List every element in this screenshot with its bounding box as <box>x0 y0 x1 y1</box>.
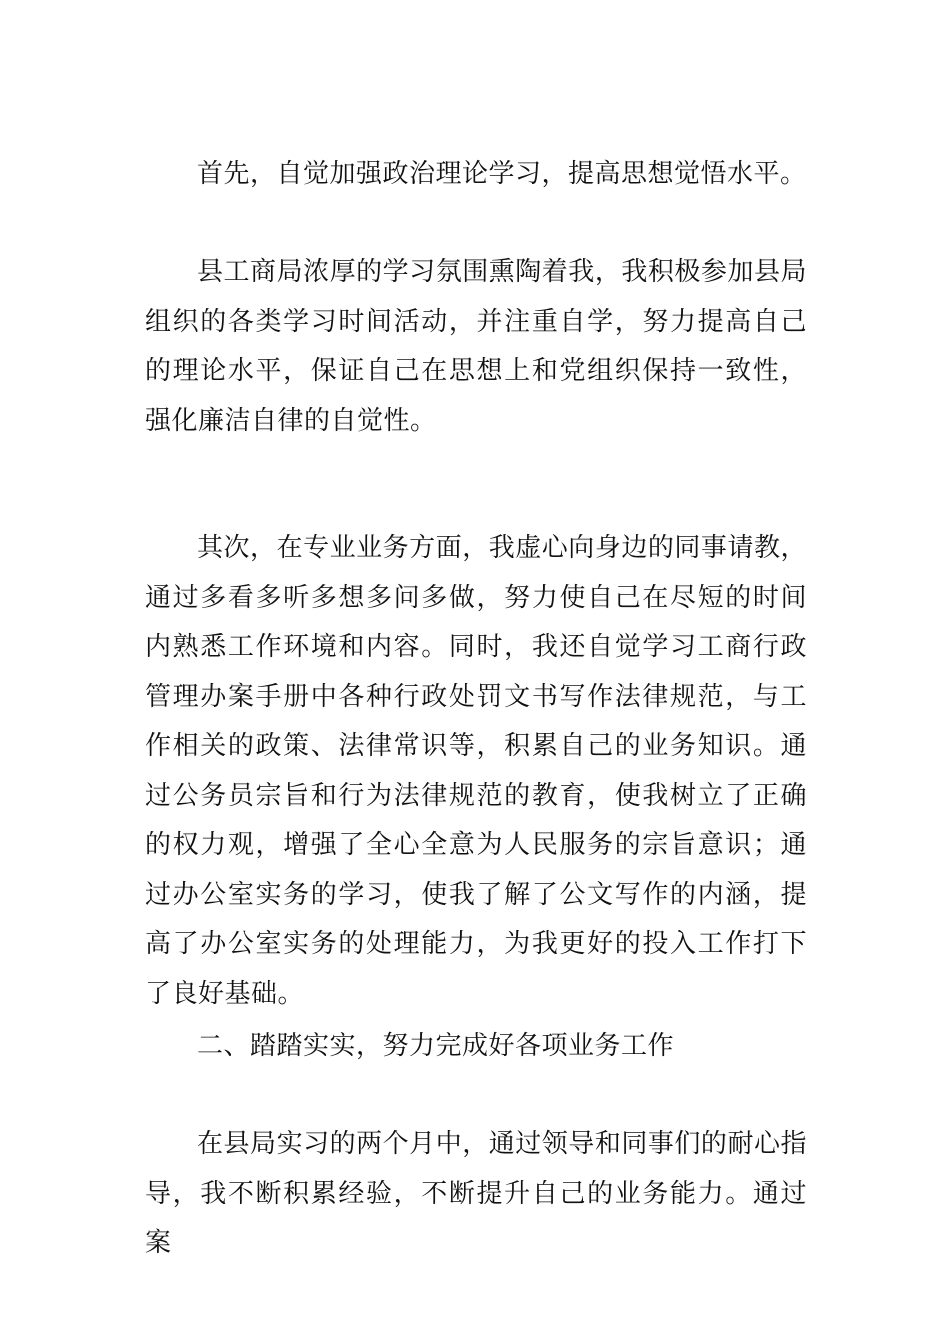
paragraph-internship-experience: 在县局实习的两个月中，通过领导和同事们的耐心指导，我不断积累经验，不断提升自己的业务能力。通过案 <box>145 1129 807 1258</box>
paragraph-professional-business: 其次，在专业业务方面，我虚心向身边的同事请教，通过多看多听多想多问多做，努力使自己在尽短的时间内熟悉工作环境和内容。同时，我还自觉学习工商行政管理办案手册中各种行政处罚文书写作法律规范，与工作相关的政策、法律常识等，积累自己的业务知识。通过公务员宗旨和行为法律规范的教育，使我树立了正确的权力观，增强了全心全意为人民服务的宗旨意识；通过办公室实务的学习，使我了解了公文写作的内涵，提高了办公室实务的处理能力，为我更好的投入工作打下了良好基础。 <box>145 533 807 1009</box>
paragraph-learning-atmosphere: 县工商局浓厚的学习氛围熏陶着我，我积极参加县局组织的各类学习时间活动，并注重自学，努力提高自己的理论水平，保证自己在思想上和党组织保持一致性，强化廉洁自律的自觉性。 <box>145 257 807 436</box>
paragraph-political-study: 首先，自觉加强政治理论学习，提高思想觉悟水平。 <box>197 159 807 189</box>
section-heading-business-work: 二、踏踏实实，努力完成好各项业务工作 <box>197 1031 675 1061</box>
